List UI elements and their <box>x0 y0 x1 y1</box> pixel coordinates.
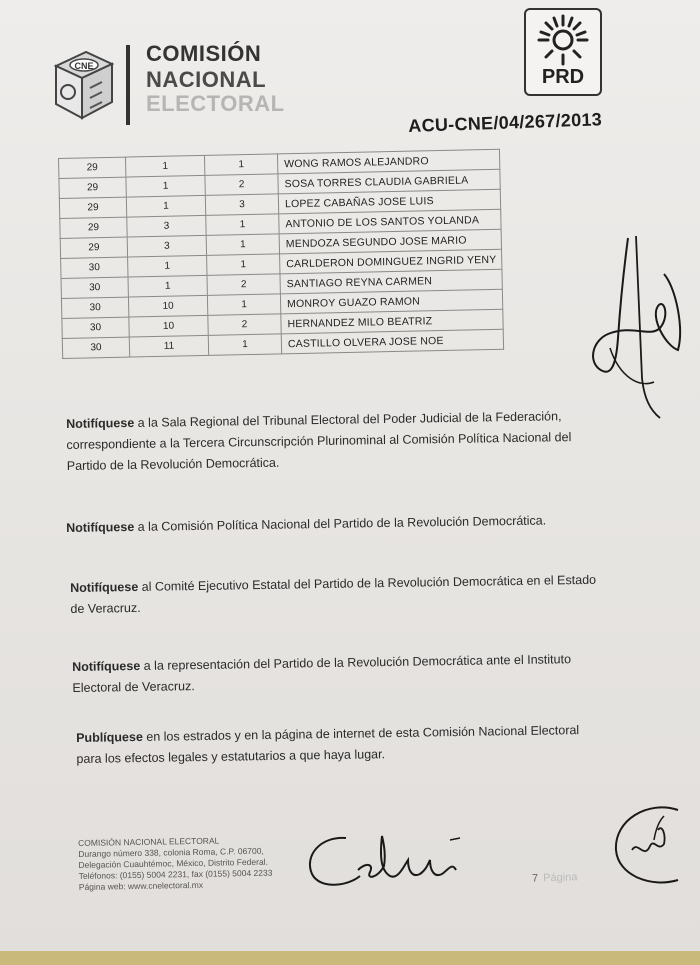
paragraph-publish <box>76 720 605 770</box>
name-cell: MONROY GUAZO RAMON <box>280 289 502 314</box>
paragraph-notify-comision-politica <box>66 510 606 539</box>
column-2-cell: 1 <box>125 155 204 177</box>
column-3-cell: 2 <box>208 314 281 336</box>
signature-right <box>580 228 700 428</box>
district-cell: 29 <box>60 237 127 258</box>
column-2-cell: 1 <box>126 175 205 197</box>
district-cell: 30 <box>62 337 129 358</box>
column-3-cell: 1 <box>206 234 279 256</box>
name-cell: LOPEZ CABAÑAS JOSE LUIS <box>278 189 500 214</box>
paragraph-text: a la Sala Regional del Tribunal Electoral del Poder Judicial de la Federación, correspondiente a la Tercera Circunscripción Plurinominal al Comisión Política Nacional del Partido de la Revolución Democrática. <box>66 409 572 473</box>
signature-center <box>300 826 480 896</box>
column-2-cell: 10 <box>128 295 207 317</box>
cne-logo-text: CNE <box>74 61 94 71</box>
column-3-cell: 1 <box>207 294 280 316</box>
header-divider <box>126 45 130 125</box>
footer-phones: Teléfonos: (0155) 5004 2231, fax (0155) 5004 2233 <box>78 867 273 881</box>
page-number-label: Página <box>542 871 578 885</box>
district-cell: 30 <box>62 317 129 338</box>
paragraph-notify-sala-regional <box>66 406 607 477</box>
column-2-cell: 3 <box>127 235 206 257</box>
name-cell: CARLDERON DOMINGUEZ INGRID YENY <box>280 249 502 274</box>
column-3-cell: 3 <box>205 194 278 216</box>
candidates-table <box>58 149 504 359</box>
paragraph-text: a la Comisión Política Nacional del Partido de la Revolución Democrática. <box>134 513 547 534</box>
column-3-cell: 1 <box>208 334 281 356</box>
paragraph-text: en los estrados y en la página de internet de esta Comisión Nacional Electoral para los efectos legales y estatutarios a que haya lugar. <box>76 723 580 766</box>
paragraph-text: a la representación del Partido de la Revolución Democrática ante el Instituto Electoral de Veracruz. <box>72 652 572 695</box>
name-cell: SOSA TORRES CLAUDIA GABRIELA <box>278 169 500 194</box>
paragraph-lead-word: Notifíquese <box>72 658 141 674</box>
prd-logo <box>524 8 602 96</box>
paragraph-lead-word: Publíquese <box>76 729 143 745</box>
footer-address <box>78 834 319 893</box>
column-3-cell: 2 <box>207 274 280 296</box>
name-cell: HERNANDEZ MILO BEATRIZ <box>281 309 503 334</box>
name-cell: WONG RAMOS ALEJANDRO <box>277 149 499 174</box>
footer-website: Página web: www.cnelectoral.mx <box>78 879 204 892</box>
district-cell: 29 <box>60 217 127 238</box>
column-2-cell: 3 <box>127 215 206 237</box>
column-2-cell: 1 <box>126 195 205 217</box>
paragraph-notify-comite-estatal <box>70 570 603 620</box>
prd-logo-text: PRD <box>541 66 585 88</box>
paragraph-text: al Comité Ejecutivo Estatal del Partido de la Revolución Democrática en el Estado de Veracruz. <box>70 572 597 616</box>
footer-address-line: Durango número 338, colonia Roma, C.P. 06700, <box>78 845 264 859</box>
footer-address-line: Delegación Cuauhtémoc, México, Distrito Federal. <box>78 856 268 870</box>
column-2-cell: 1 <box>128 275 207 297</box>
district-cell: 29 <box>59 177 126 198</box>
folder-edge <box>0 951 700 965</box>
cne-logo-icon <box>48 48 118 124</box>
paragraph-notify-representacion <box>72 649 603 699</box>
paragraph-lead-word: Notifíquese <box>66 519 135 535</box>
district-cell: 29 <box>59 197 126 218</box>
org-name-line3: ELECTORAL <box>146 91 285 116</box>
district-cell: 29 <box>59 157 126 178</box>
sun-icon <box>526 10 600 66</box>
page-number <box>532 871 578 885</box>
district-cell: 30 <box>61 257 128 278</box>
column-2-cell: 1 <box>128 255 207 277</box>
footer-org-name: COMISIÓN NACIONAL ELECTORAL <box>78 835 220 848</box>
district-cell: 30 <box>61 277 128 298</box>
column-3-cell: 2 <box>205 174 278 196</box>
district-cell: 30 <box>61 297 128 318</box>
column-2-cell: 11 <box>129 335 208 357</box>
name-cell: ANTONIO DE LOS SANTOS YOLANDA <box>279 209 501 234</box>
column-2-cell: 10 <box>129 315 208 337</box>
document-code: ACU-CNE/04/267/2013 <box>408 109 603 136</box>
initials-stamp <box>608 800 698 890</box>
org-name-line2: NACIONAL <box>146 67 267 92</box>
page-number-value: 7 <box>531 872 539 885</box>
paragraph-lead-word: Notifíquese <box>70 579 139 595</box>
column-3-cell: 1 <box>204 154 277 176</box>
org-name-line1: COMISIÓN <box>146 41 262 66</box>
name-cell: SANTIAGO REYNA CARMEN <box>280 269 502 294</box>
paragraph-lead-word: Notifíquese <box>66 415 135 431</box>
column-3-cell: 1 <box>207 254 280 276</box>
name-cell: CASTILLO OLVERA JOSE NOE <box>281 329 503 354</box>
column-3-cell: 1 <box>206 214 279 236</box>
name-cell: MENDOZA SEGUNDO JOSE MARIO <box>279 229 501 254</box>
